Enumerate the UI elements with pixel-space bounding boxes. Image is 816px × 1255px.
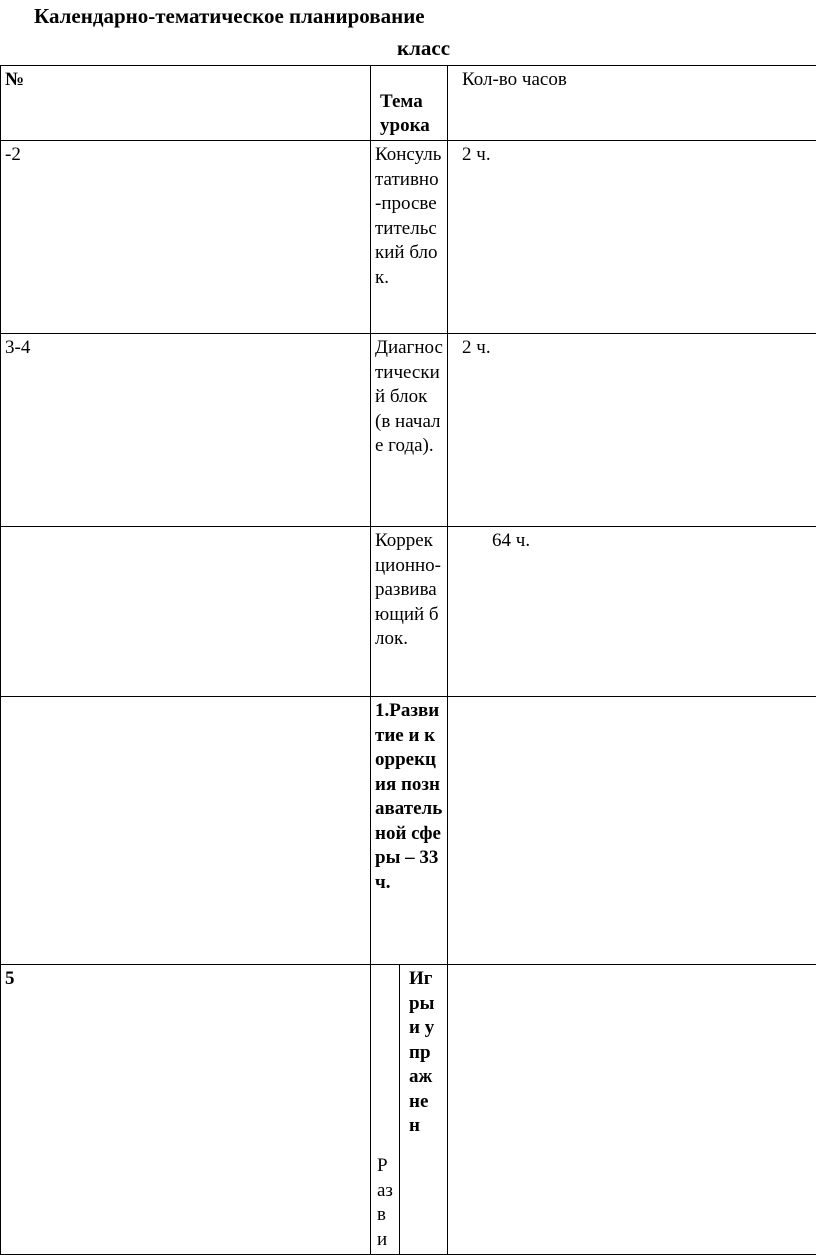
planning-table <box>0 65 816 1255</box>
row-topic: Консультативно-просветительский блок. <box>371 141 448 334</box>
row-topic-part-b: Игры и упражнен <box>400 965 448 1255</box>
header-hours: Кол-во часов <box>448 66 816 141</box>
row-number: 5 <box>1 965 371 1255</box>
row-topic: Коррекционно-развивающий блок. <box>371 527 448 697</box>
row-topic-part-a: Разви <box>371 965 400 1255</box>
row-number <box>1 527 371 697</box>
row-hours <box>448 965 816 1255</box>
table-row <box>1 334 816 527</box>
table-header-row <box>1 66 816 141</box>
table-row <box>1 141 816 334</box>
row-number: 3-4 <box>1 334 371 527</box>
header-topic: Тема урока <box>371 66 448 141</box>
row-hours: 2 ч. <box>448 141 816 334</box>
row-hours: 2 ч. <box>448 334 816 527</box>
row-topic: 1.Развитие и коррекция познавательной сферы – 33 ч. <box>371 697 448 965</box>
table-row <box>1 965 816 1255</box>
row-number <box>1 697 371 965</box>
row-hours: 64 ч. <box>448 527 816 697</box>
row-number: -2 <box>1 141 371 334</box>
document-title: Календарно-тематическое планирование <box>34 4 425 29</box>
row-topic: Диагностический блок (в начале года). <box>371 334 448 527</box>
header-number: № <box>1 66 371 141</box>
table-row <box>1 697 816 965</box>
document-subtitle: класс <box>397 36 450 61</box>
table-row <box>1 527 816 697</box>
row-hours <box>448 697 816 965</box>
